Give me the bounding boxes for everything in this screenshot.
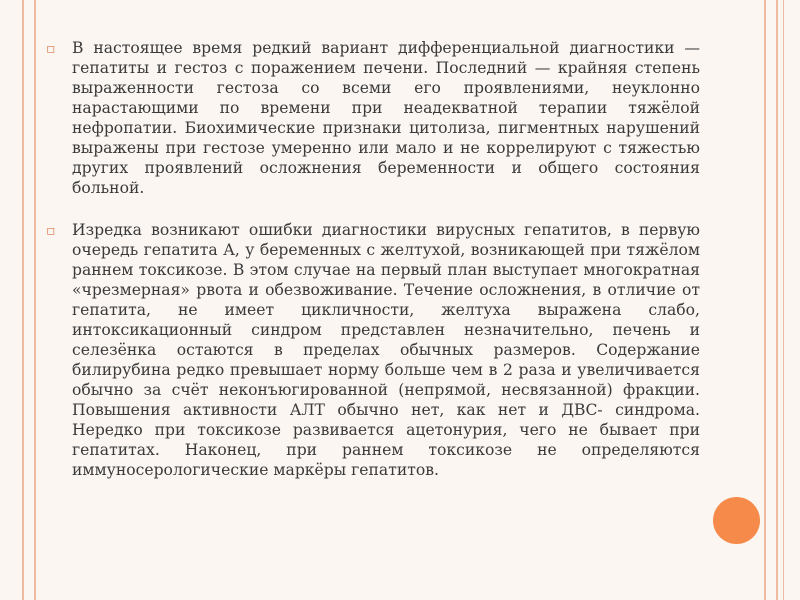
paragraph-text: Изредка возникают ошибки диагностики вирусных гепатитов, в первую очередь гепатита А, у беременных с желтухой, возникающей при тяжёлом раннем токсикозе. В этом случае на первый план выступает многократная «чрезмерная» рвота и обезвоживание. Течение осложнения, в отличие от гепатита, не имеет цикличности, желтуха выражена слабо, интоксикационный синдром представлен незначительно, печень и селезёнка остаются в пределах обычных размеров. Содержание билирубина редко превышает норму больше чем в 2 раза и увеличивается обычно за счёт неконъюгированной (непрямой, несвязанной) фракции. Повышения активности АЛТ обычно нет, как нет и ДВС- синдрома. Нередко при токсикозе развивается ацетонурия, чего не бывает при гепатитах. Наконец, при раннем токсикозе не определяются иммуносерологические маркёры гепатитов. bbox=[72, 221, 700, 479]
right-frame-line bbox=[783, 0, 784, 600]
bullet-icon: ▫ bbox=[46, 223, 56, 239]
slide-content bbox=[46, 38, 700, 480]
paragraph-text: В настоящее время редкий вариант дифференциальной диагностики — гепатиты и гестоз с поражением печени. Последний — крайняя степень выраженности гестоза со всеми его проявлениями, неуклонно нарастающими по времени при неадекватной терапии тяжёлой нефропатии. Биохимические признаки цитолиза, пигментных нарушений выражены при гестозе умеренно или мало и не коррелируют с тяжестью других проявлений осложнения беременности и общего состояния больной. bbox=[72, 39, 700, 197]
orange-circle-decoration bbox=[713, 497, 760, 544]
right-frame-stripe bbox=[764, 0, 778, 600]
left-frame-stripe bbox=[22, 0, 36, 600]
bullet-paragraph-2 bbox=[46, 220, 700, 480]
bullet-icon: ▫ bbox=[46, 41, 56, 57]
bullet-paragraph-1 bbox=[46, 38, 700, 198]
